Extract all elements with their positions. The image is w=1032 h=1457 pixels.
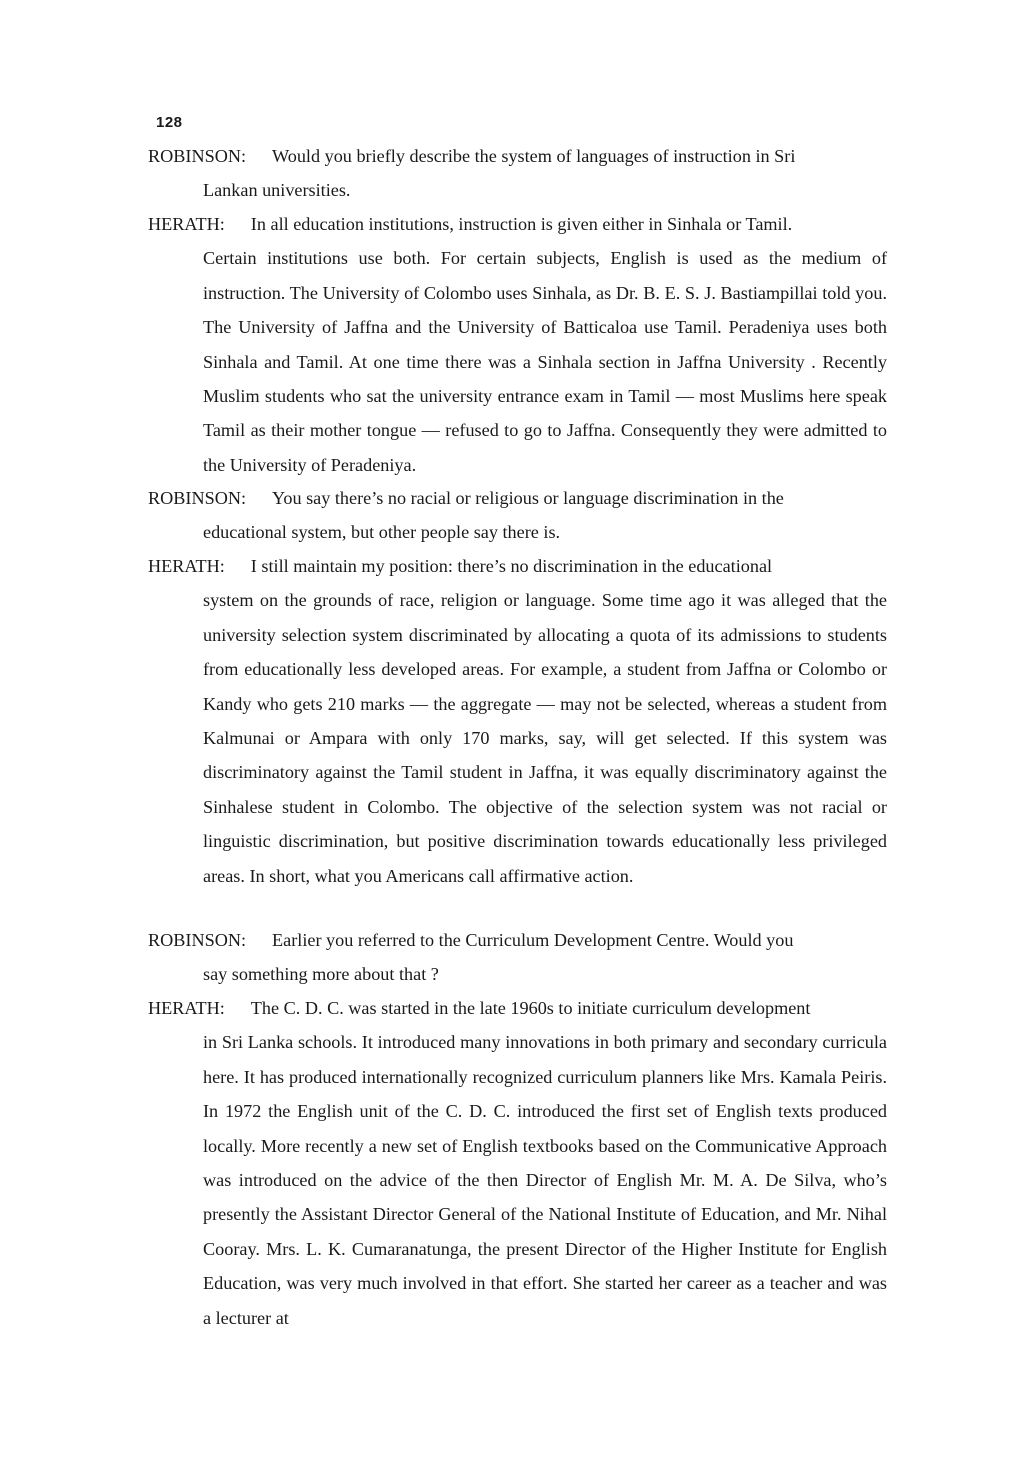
speaker-label: ROBINSON: — [148, 146, 247, 166]
turn-first-line: I still maintain my position: there’s no discrimination in the educational — [250, 556, 773, 576]
speaker-label: ROBINSON: — [148, 488, 247, 508]
turn-continuation: in Sri Lanka schools. It introduced many innovations in both primary and secondary curricula here. It has produced internationally recognized curriculum planners like Mrs. Kamala Peiris. In 1972 the English unit of the C. D. C. introduced the first set of English texts produced locally. More recently a new set of English textbooks based on the Communicative Approach was introduced on the advice of the then Director of English Mr. M. A. De Silva, who’s presently the Assistant Director General of the National Institute of Education, and Mr. Nihal Cooray. Mrs. L. K. Cumaranatunga, the present Director of the Higher Institute for English Education, was very much involved in that effort. She started her career as a teacher and was a lecturer at — [203, 1032, 887, 1328]
speaker-label: HERATH: — [148, 556, 225, 576]
dialogue-turn-robinson-2 — [148, 481, 887, 550]
dialogue-turn-herath-3 — [148, 991, 887, 1335]
turn-first-line: In all education institutions, instruction is given either in Sinhala or Tamil. — [250, 214, 793, 234]
turn-first-line: Earlier you referred to the Curriculum Development Centre. Would you — [272, 930, 794, 950]
speaker-label: HERATH: — [148, 998, 225, 1018]
turn-continuation: educational system, but other people say there is. — [203, 522, 561, 543]
dialogue-turn-herath-1 — [148, 207, 887, 482]
turn-first-line: Would you briefly describe the system of languages of instruction in Sri — [272, 146, 796, 166]
dialogue-turn-robinson-3 — [148, 923, 887, 992]
turn-continuation: system on the grounds of race, religion or language. Some time ago it was alleged that the university selection system discriminated by allocating a quota of its admissions to students from educationally less developed areas. For example, a student from Jaffna or Colombo or Kandy who gets 210 marks — the aggregate — may not be selected, whereas a student from Kalmunai or Ampara with only 170 marks, say, will get selected. If this system was discriminatory against the Tamil student in Jaffna, it was equally discriminatory against the Sinhalese student in Colombo. The objective of the selection system was not racial or linguistic discrimination, but positive discrimination towards educationally less privileged areas. In short, what you Americans call affirmative action. — [203, 590, 887, 886]
turn-continuation: Lankan universities. — [203, 180, 351, 201]
dialogue-turn-herath-2 — [148, 549, 887, 893]
turn-continuation: Certain institutions use both. For certain subjects, English is used as the medium of instruction. The University of Colombo uses Sinhala, as Dr. B. E. S. J. Bastiampillai told you. The University of Jaffna and the University of Batticaloa use Tamil. Peradeniya uses both Sinhala and Tamil. At one time there was a Sinhala section in Jaffna University . Recently Muslim students who sat the university entrance exam in Tamil — most Muslims here speak Tamil as their mother tongue — refused to go to Jaffna. Consequently they were admitted to the University of Peradeniya. — [203, 248, 887, 475]
dialogue-turn-robinson-1 — [148, 139, 887, 208]
turn-continuation: say something more about that ? — [203, 964, 439, 985]
turn-first-line: The C. D. C. was started in the late 1960s to initiate curriculum development — [250, 998, 811, 1018]
speaker-label: HERATH: — [148, 214, 225, 234]
speaker-label: ROBINSON: — [148, 930, 247, 950]
page-number: 128 — [156, 114, 183, 131]
turn-first-line: You say there’s no racial or religious or language discrimination in the — [272, 488, 784, 508]
